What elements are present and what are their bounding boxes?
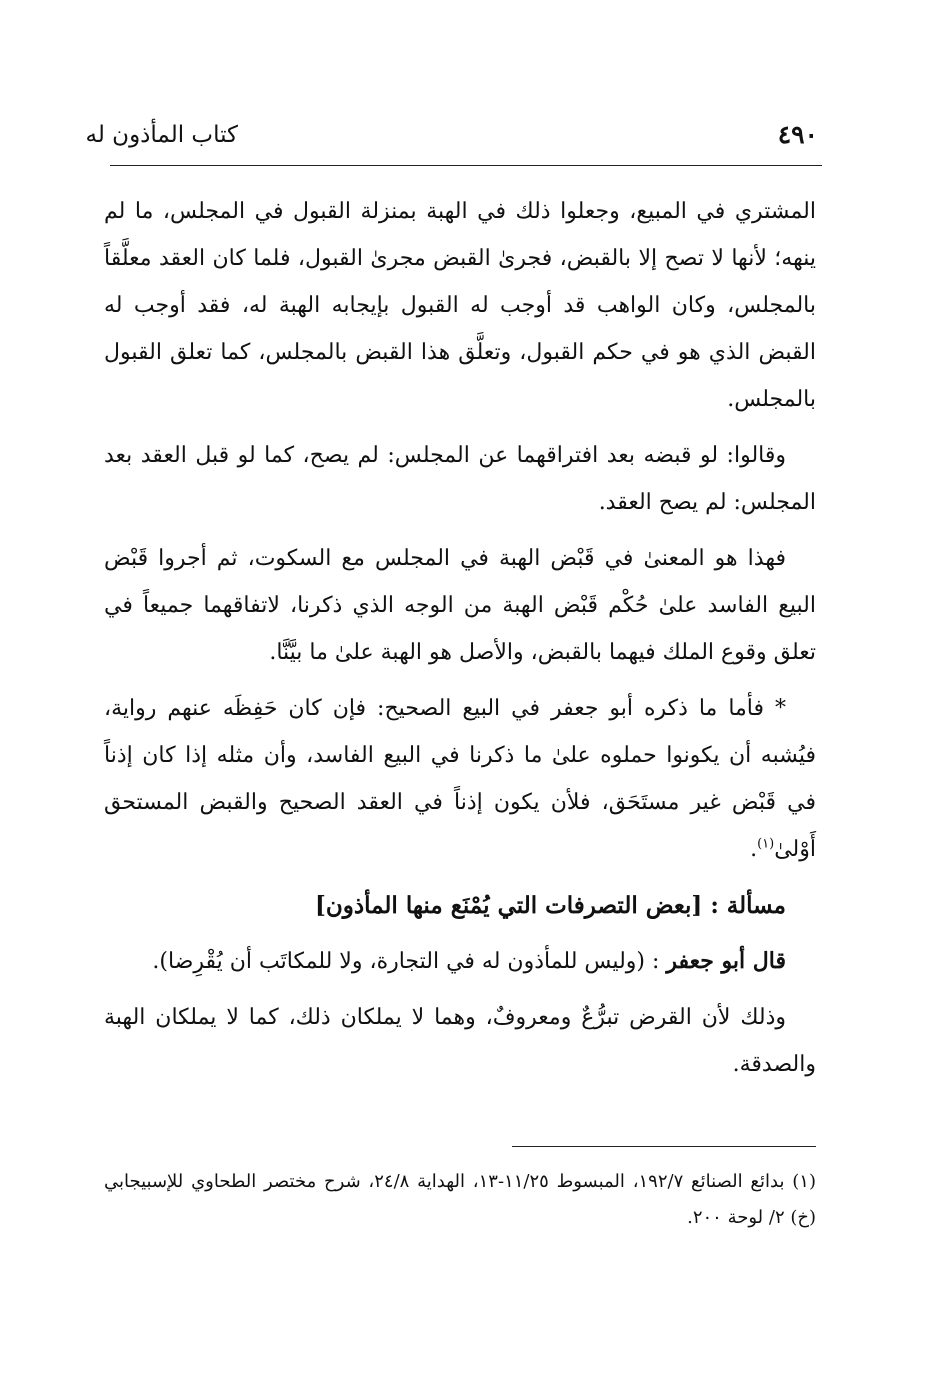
heading-label: مسألة : <box>710 892 786 919</box>
paragraph-4 <box>104 685 816 873</box>
footnote-reference[interactable]: (١) <box>757 836 775 852</box>
running-title: كتاب المأذون له <box>85 122 238 148</box>
paragraph-3: فهذا هو المعنىٰ في قَبْض الهبة في المجلس مع السكوت، ثم أجروا قَبْض البيع الفاسد علىٰ حُكْم قَبْض الهبة من الوجه الذي ذكرنا، لاتفاقهما جميعاً في تعلق وقوع الملك فيهما بالقبض، والأصل هو الهبة علىٰ ما بيَّنَّا. <box>104 546 816 665</box>
page-header <box>85 118 818 164</box>
paragraph-4-text: * فأما ما ذكره أبو جعفر في البيع الصحيح: فإن كان حَفِظَه عنهم رواية، فيُشبه أن يكونوا حملوه علىٰ ما ذكرنا في البيع الفاسد، وأن مثله إذا كان إذناً في قَبْض غير مستَحَق، فلأن يكون إذناً في العقد الصحيح والقبض المستحق أَوْلىٰ <box>104 696 816 862</box>
header-divider <box>110 165 822 166</box>
paragraph-1: المشتري في المبيع، وجعلوا ذلك في الهبة بمنزلة القبول في المجلس، ما لم ينهه؛ لأنها لا تصح إلا بالقبض، فجرىٰ القبض مجرىٰ القبول، فلما كان العقد معلَّقاً بالمجلس، وكان الواهب قد أوجب له القبول بإيجابه الهبة له، فقد أوجب له القبض الذي هو في حكم القبول، وتعلَّق هذا القبض بالمجلس، كما تعلق القبول بالمجلس. <box>104 199 816 412</box>
footnote-divider <box>512 1146 816 1147</box>
heading-text: [بعض التصرفات التي يُمْنَع منها المأذون] <box>314 892 703 919</box>
main-text <box>104 188 816 1097</box>
footnote-1: (١) بدائع الصنائع ١٩٢/٧، المبسوط ١١/٢٥-١٣، الهداية ٢٤/٨، شرح مختصر الطحاوي للإسبيجابي (خ) ٢/ لوحة ٢٠٠. <box>104 1171 816 1228</box>
quote-speaker: قال أبو جعفر <box>666 948 786 974</box>
section-heading <box>104 882 816 929</box>
paragraph-2: وقالوا: لو قبضه بعد افتراقهما عن المجلس: لم يصح، كما لو قبل العقد بعد المجلس: لم يصح العقد. <box>104 443 816 515</box>
quote-text: : (وليس للمأذون له في التجارة، ولا للمكاتَب أن يُقْرِضا). <box>152 949 660 974</box>
quote-paragraph <box>104 938 816 985</box>
paragraph-4-end: . <box>750 837 758 862</box>
page-number: ٤٩٠ <box>777 120 818 149</box>
closing-paragraph: وذلك لأن القرض تبرُّعٌ ومعروفٌ، وهما لا يملكان ذلك، كما لا يملكان الهبة والصدقة. <box>104 1005 816 1077</box>
